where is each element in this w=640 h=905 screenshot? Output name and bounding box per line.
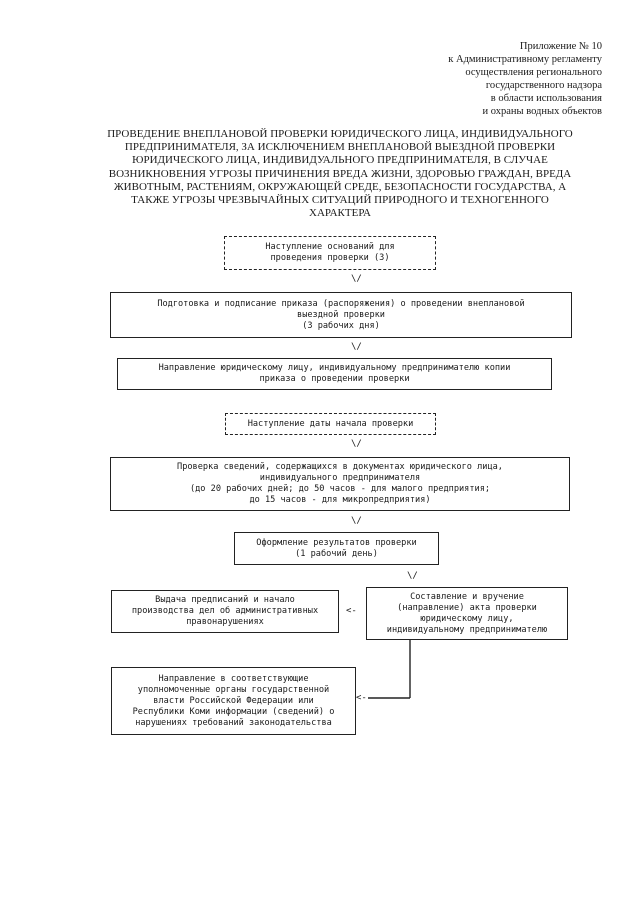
annex-line: осуществления регионального	[465, 67, 602, 78]
flow-step-text: (направление) акта проверки	[397, 602, 537, 613]
flow-step-text: (1 рабочий день)	[295, 548, 378, 559]
annex-line: к Административному регламенту	[448, 54, 602, 65]
flow-step-text: юридическому лицу,	[420, 613, 514, 624]
flow-step-text: проведения проверки (3)	[270, 253, 390, 263]
title-line: ЖИВОТНЫМ, РАСТЕНИЯМ, ОКРУЖАЮЩЕЙ СРЕДЕ, БЕЗОПАСНОСТИ ГОСУДАРСТВА, А	[113, 180, 567, 193]
flow-step-text: индивидуального предпринимателя	[259, 473, 421, 483]
flow-step-text: приказа о проведении проверки	[259, 374, 410, 384]
flow-step-text: индивидуальному предпринимателю	[386, 624, 548, 635]
flow-step-text: нарушениях требований законодательства	[135, 717, 332, 728]
flow-step-text: Наступление даты начала проверки	[247, 418, 414, 429]
annex-line: государственного надзора	[485, 80, 602, 91]
down-arrow: \/	[407, 571, 418, 581]
left-arrow: <-	[346, 606, 357, 616]
flow-step-authorities	[111, 667, 356, 735]
flow-step-text: Подготовка и подписание приказа (распоряжения) о проведении внеплановой	[157, 298, 525, 309]
flow-step-text: Наступление оснований для	[265, 242, 395, 252]
flow-step-text: Направление юридическому лицу, индивидуальному предпринимателю копии	[158, 363, 511, 373]
annex-line: в области использования	[490, 93, 602, 104]
flow-step-start	[224, 236, 436, 270]
flow-step-text: Оформление результатов проверки	[256, 537, 417, 548]
title-line: ЮРИДИЧЕСКОГО ЛИЦА, ИНДИВИДУАЛЬНОГО ПРЕДПРИНИМАТЕЛЯ, В СЛУЧАЕ	[132, 154, 548, 167]
flow-step-check	[110, 457, 570, 511]
down-arrow: \/	[351, 274, 362, 284]
flow-step-text: Выдача предписаний и начало	[155, 595, 295, 605]
flow-step-text: Направление в соответствующие	[158, 673, 309, 684]
down-arrow: \/	[351, 439, 362, 449]
flow-step-start-date	[225, 413, 436, 435]
flow-step-text: Составление и вручение	[410, 591, 524, 602]
title-line: ПРЕДПРИНИМАТЕЛЯ, ЗА ИСКЛЮЧЕНИЕМ ВНЕПЛАНОВОЙ ВЫЕЗДНОЙ ПРОВЕРКИ	[124, 141, 556, 154]
flow-step-text: выездной проверки	[297, 309, 385, 320]
title-line: ТАКЖЕ УГРОЗЫ ЧРЕЗВЫЧАЙНЫХ СИТУАЦИЙ ПРИРОДНОГО И ТЕХНОГЕННОГО	[131, 194, 549, 207]
flow-step-results	[234, 532, 439, 565]
annex-line: Приложение № 10	[519, 41, 602, 52]
flow-step-text: Проверка сведений, содержащихся в документах юридического лица,	[177, 462, 503, 472]
title-line: ВОЗНИКНОВЕНИЯ УГРОЗЫ ПРИЧИНЕНИЯ ВРЕДА ЖИЗНИ, ЗДОРОВЬЮ ГРАЖДАН, ВРЕДА	[108, 167, 572, 180]
flow-step-text: (до 20 рабочих дней; до 50 часов - для малого предприятия;	[189, 484, 491, 494]
flow-step-text: правонарушениях	[186, 617, 264, 627]
flow-step-order	[110, 292, 572, 338]
down-arrow: \/	[351, 342, 362, 352]
title-line: ПРОВЕДЕНИЕ ВНЕПЛАНОВОЙ ПРОВЕРКИ ЮРИДИЧЕСКОГО ЛИЦА, ИНДИВИДУАЛЬНОГО	[107, 128, 573, 140]
flow-step-text: производства дел об административных	[131, 606, 319, 616]
flow-step-text: власти Российской Федерации или	[153, 695, 314, 706]
down-arrow: \/	[351, 516, 362, 526]
flow-step-prescriptions	[111, 590, 339, 633]
flow-step-text: Республики Коми информации (сведений) о	[132, 706, 335, 717]
title-line: ХАРАКТЕРА	[309, 207, 371, 220]
annex-line: и охраны водных объектов	[482, 106, 602, 117]
flow-step-text: (3 рабочих дня)	[302, 320, 380, 331]
flow-step-text: до 15 часов - для микропредприятия)	[249, 495, 431, 505]
flow-step-act	[366, 587, 568, 640]
flow-step-text: уполномоченные органы государственной	[137, 684, 330, 695]
left-arrow: <-	[356, 693, 367, 703]
flow-step-send-order	[117, 358, 552, 390]
